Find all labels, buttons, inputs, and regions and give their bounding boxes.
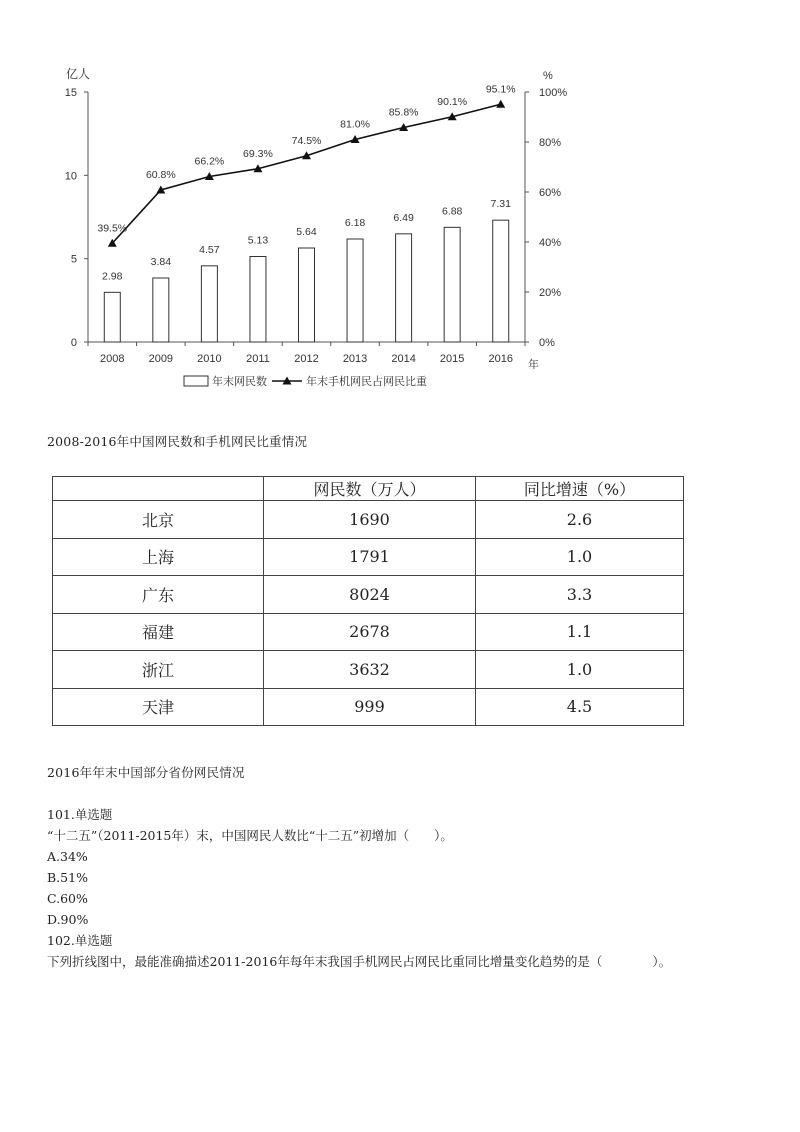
bar-value-label: 6.88: [441, 205, 463, 218]
bar: [493, 220, 509, 342]
option-b[interactable]: B.51%: [47, 870, 88, 885]
bar-value-label: 3.84: [150, 256, 172, 268]
line-marker: [496, 100, 505, 108]
province-cell: 福建: [53, 613, 264, 651]
bar: [444, 227, 460, 342]
table-header-cell: 网民数（万人）: [264, 477, 476, 501]
x-tick-label: 2011: [246, 353, 270, 365]
line-value-label: 81.0%: [340, 118, 370, 131]
option-d[interactable]: D.90%: [47, 912, 89, 927]
bar-value-label: 2.98: [102, 270, 123, 283]
province-cell: 天津: [53, 688, 264, 726]
bar-value-label: 4.57: [199, 243, 220, 256]
users-cell: 3632: [264, 651, 476, 689]
bar: [250, 257, 266, 343]
legend-bar-swatch: [184, 376, 208, 386]
x-tick-label: 2008: [100, 353, 125, 365]
province-cell: 北京: [53, 501, 264, 539]
right-tick-label: 0%: [539, 337, 555, 349]
legend-bar-label: 年末网民数: [212, 376, 267, 388]
legend-line-label: 年末手机网民占网民比重: [306, 376, 427, 388]
right-tick-label: 100%: [539, 87, 568, 99]
x-axis-unit: 年: [528, 359, 539, 371]
left-tick-label: 0: [70, 337, 77, 349]
line-value-label: 69.3%: [243, 147, 273, 160]
table-row: [53, 576, 684, 614]
question-stem: “十二五”（2011-2015年）末，中国网民人数比“十二五”初增加（ ）。: [47, 828, 453, 843]
bar: [347, 239, 363, 342]
bar-value-label: 5.13: [247, 234, 269, 247]
bar: [104, 292, 120, 342]
line-value-label: 66.2%: [194, 155, 225, 168]
line-value-label: 85.8%: [388, 106, 419, 119]
province-cell: 上海: [53, 538, 264, 576]
growth-cell: 1.0: [476, 651, 684, 689]
x-tick-label: 2009: [148, 353, 174, 365]
table-header-cell: 同比增速（%）: [476, 477, 684, 501]
bar: [201, 266, 217, 342]
right-axis-unit: %: [543, 70, 553, 82]
internet-users-chart: [0, 0, 800, 400]
option-c[interactable]: C.60%: [47, 891, 88, 906]
question-number: 102.单选题: [47, 933, 113, 948]
growth-cell: 2.6: [476, 501, 684, 539]
chart-axes: [65, 67, 568, 371]
bar: [396, 234, 412, 342]
bar: [299, 248, 315, 342]
chart-legend: [184, 374, 427, 388]
line-value-label: 60.8%: [145, 169, 176, 181]
x-tick-label: 2010: [197, 353, 222, 365]
bar-value-label: 6.18: [344, 217, 366, 229]
users-cell: 999: [264, 688, 476, 726]
question-101: [47, 804, 671, 972]
growth-cell: 4.5: [476, 688, 684, 726]
table-row: [53, 613, 684, 651]
province-table: [52, 476, 684, 726]
left-tick-label: 15: [64, 87, 77, 99]
users-cell: 8024: [264, 576, 476, 614]
table-row: [53, 688, 684, 726]
users-cell: 2678: [264, 613, 476, 651]
line-value-label: 74.5%: [291, 134, 322, 147]
bar-value-label: 6.49: [393, 211, 414, 224]
bar-series: [104, 220, 508, 342]
table-caption: 2016年年末中国部分省份网民情况: [47, 765, 245, 780]
right-tick-label: 40%: [539, 237, 562, 249]
bar-value-label: 7.31: [490, 198, 511, 211]
right-tick-label: 60%: [539, 187, 562, 199]
x-tick-label: 2015: [439, 353, 465, 365]
users-cell: 1690: [264, 501, 476, 539]
growth-cell: 1.0: [476, 538, 684, 576]
x-tick-label: 2014: [391, 353, 416, 365]
left-tick-label: 5: [70, 253, 77, 266]
line-value-label: 90.1%: [437, 95, 468, 108]
province-cell: 浙江: [53, 651, 264, 689]
option-a[interactable]: A.34%: [47, 849, 88, 864]
table-row: [53, 651, 684, 689]
growth-cell: 1.1: [476, 613, 684, 651]
question-number: 101.单选题: [47, 807, 113, 822]
table-header-row: [53, 477, 684, 501]
x-tick-label: 2016: [488, 353, 513, 365]
x-tick-label: 2013: [342, 353, 368, 365]
table-row: [53, 501, 684, 539]
table-row: [53, 538, 684, 576]
bar-value-label: 5.64: [296, 226, 317, 238]
table-header-cell: [53, 477, 264, 501]
left-tick-label: 10: [64, 170, 77, 183]
right-tick-label: 80%: [539, 137, 562, 149]
question-stem: 下列折线图中，最能准确描述2011-2016年每年末我国手机网民占网民比重同比增量变化趋势的是（ ）。: [47, 954, 672, 969]
x-tick-label: 2012: [294, 353, 319, 365]
line-value-label: 39.5%: [97, 222, 128, 235]
line-value-label: 95.1%: [485, 83, 516, 96]
users-cell: 1791: [264, 538, 476, 576]
growth-cell: 3.3: [476, 576, 684, 614]
bar: [153, 278, 169, 342]
left-axis-unit: 亿人: [66, 67, 91, 81]
right-tick-label: 20%: [539, 287, 562, 299]
chart-caption: 2008-2016年中国网民数和手机网民比重情况: [47, 434, 308, 449]
province-cell: 广东: [53, 576, 264, 614]
